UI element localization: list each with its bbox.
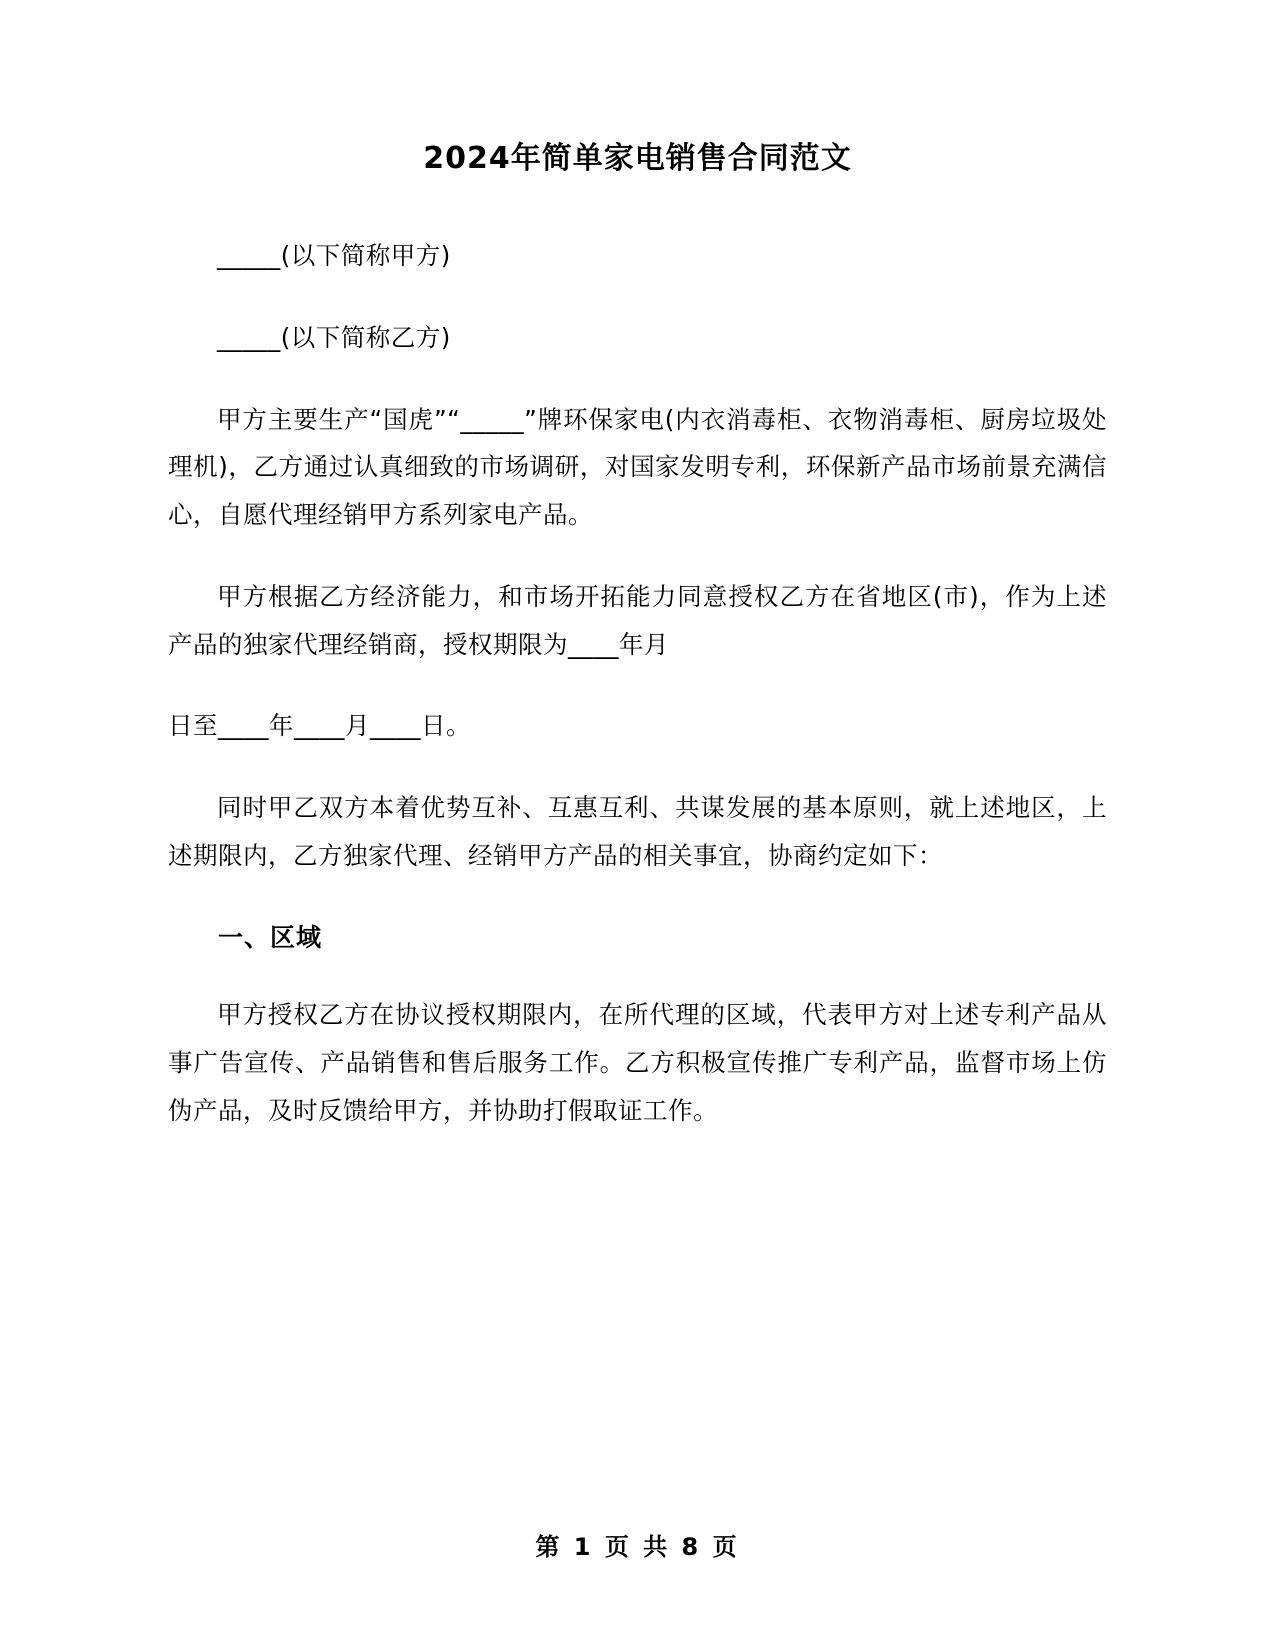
- paragraph-mutual-principles: 同时甲乙双方本着优势互补、互惠互利、共谋发展的基本原则，就上述地区，上述期限内，乙方独家代理、经销甲方产品的相关事宜，协商约定如下：: [168, 793, 1107, 870]
- page-footer: 第 1 页 共 8 页: [535, 1533, 740, 1561]
- paragraph-region-duties: 甲方授权乙方在协议授权期限内，在所代理的区域，代表甲方对上述专利产品从事广告宣传、产品销售和售后服务工作。乙方积极宣传推广专利产品，监督市场上仿伪产品，及时反馈给甲方，并协助打假取证工作。: [168, 1000, 1107, 1125]
- paragraph-authorization-date: 日至____年____月____日。: [168, 711, 471, 741]
- paragraph-party-b: _____(以下简称乙方): [217, 322, 451, 352]
- paragraph-party-a: _____(以下简称甲方): [217, 241, 451, 270]
- page-title: 2024年简单家电销售合同范文: [423, 141, 852, 176]
- section-heading-region: 一、区域: [218, 922, 323, 952]
- paragraph-authorization-scope: 甲方根据乙方经济能力，和市场开拓能力同意授权乙方在省地区(市)，作为上述产品的独家代理经销商，授权期限为____年月: [168, 581, 1107, 659]
- paragraph-intro-production: 甲方主要生产“国虎”“_____”牌环保家电(内衣消毒柜、衣物消毒柜、厨房垃圾处理机)，乙方通过认真细致的市场调研，对国家发明专利，环保新产品市场前景充满信心，自愿代理经销甲方系列家电产品。: [168, 404, 1107, 530]
